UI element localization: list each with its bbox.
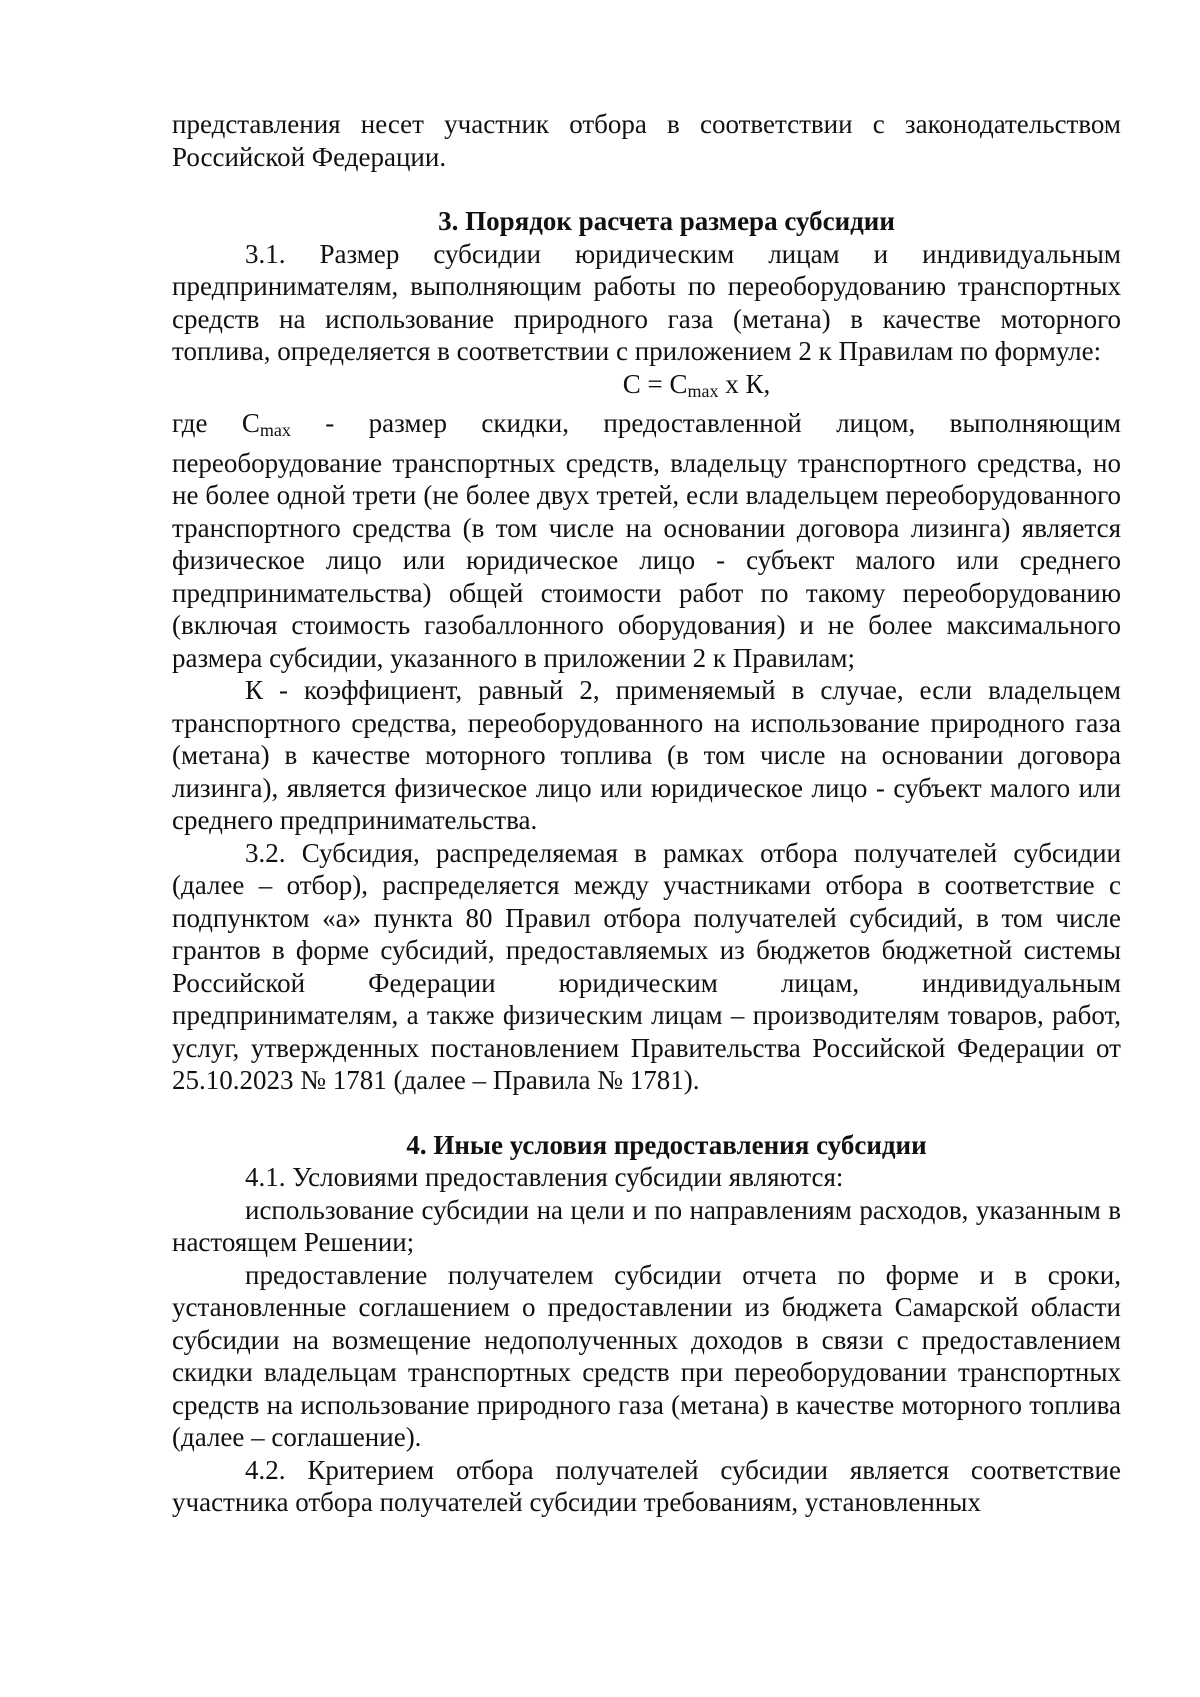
cmax-text: - размер скидки, предоставленной лицом, выполняющим переоборудование транспортных средств, владельцу транспортного средства, но не более одной трети (не более двух третей, если владельцем переоборудованного транспортного средства (в том числе на основании договора лизинга) является физическое лицо или юридическое лицо - субъект малого или среднего предпринимательства) общей стоимости работ по такому переоборудованию (включая стоимость газобаллонного оборудования) и не более максимального размера субсидии, указанного в приложении 2 к Правилам; [172, 408, 1121, 673]
formula-subscript: max [687, 380, 719, 401]
document-page [172, 108, 1121, 1519]
condition-1: использование субсидии на цели и по направлениям расходов, указанным в настоящем Решении; [172, 1194, 1121, 1257]
paragraph-4-2: 4.2. Критерием отбора получателей субсидии является соответствие участника отбора получателей субсидии требованиям, установленных [172, 1454, 1121, 1517]
paragraph-3-1: 3.1. Размер субсидии юридическим лицам и индивидуальным предпринимателям, выполняющим работы по переоборудованию транспортных средств на использование природного газа (метана) в качестве моторного топлива, определяется в соответствии с приложением 2 к Правилам по формуле: [172, 238, 1121, 366]
formula-rhs: х К, [718, 368, 771, 399]
k-definition: К - коэффициент, равный 2, применяемый в случае, если владельцем транспортного средства, переоборудованного на использование природного газа (метана) в качестве моторного топлива (в том числе на основании договора лизинга), является физическое лицо или юридическое лицо - субъект малого или среднего предпринимательства. [172, 675, 1121, 835]
condition-2: предоставление получателем субсидии отчета по форме и в сроки, установленные соглашением о предоставлении из бюджета Самарской области субсидии на возмещение недополученных доходов в связи с предоставлением скидки владельцам транспортных средств при переоборудовании транспортных средств на использование природного газа (метана) в качестве моторного топлива (далее – соглашение). [172, 1259, 1121, 1452]
section-3-heading: 3. Порядок расчета размера субсидии [438, 206, 895, 236]
cmax-subscript: max [259, 420, 291, 440]
section-4-heading: 4. Иные условия предоставления субсидии [406, 1129, 927, 1160]
formula-lhs: С = С [622, 368, 688, 399]
intro-paragraph: представления несет участник отбора в соответствии с законодательством Российской Федерации. [172, 109, 1121, 172]
cmax-prefix: где С [172, 408, 260, 438]
paragraph-3-2: 3.2. Субсидия, распределяемая в рамках отбора получателей субсидии (далее – отбор), распределяется между участниками отбора в соответствие с подпунктом «а» пункта 80 Правил отбора получателей субсидий, в том числе грантов в форме субсидий, предоставляемых из бюджетов бюджетной системы Российской Федерации юридическим лицам, индивидуальным предпринимателям, а также физическим лицам – производителям товаров, работ, услуг, утвержденных постановлением Правительства Российской Федерации от 25.10.2023 № 1781 (далее – Правила № 1781). [172, 837, 1121, 1095]
subsidy-formula [172, 368, 1121, 408]
cmax-definition [172, 407, 1121, 674]
paragraph-4-1: 4.1. Условиями предоставления субсидии являются: [245, 1162, 844, 1192]
